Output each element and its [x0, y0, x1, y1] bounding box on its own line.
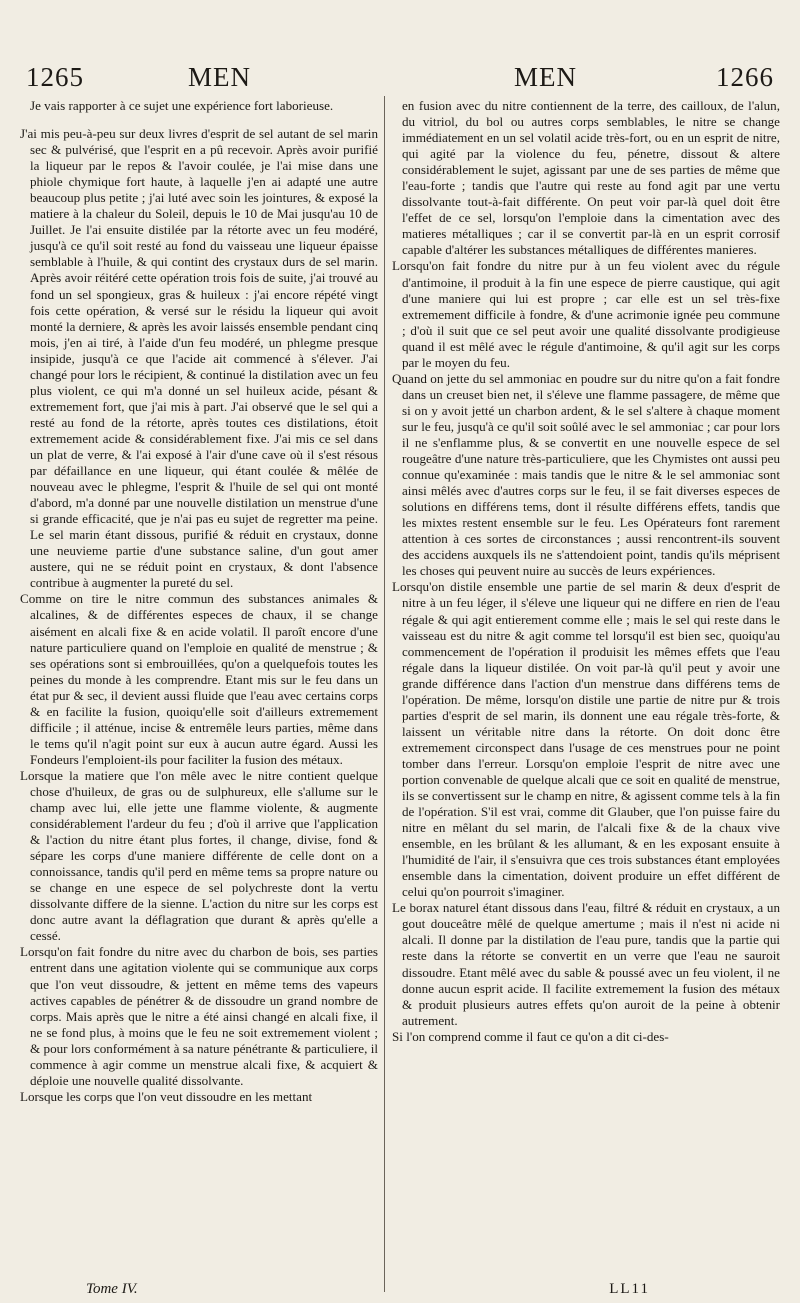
page-footer: [80, 1281, 650, 1301]
page-number-left: 1265: [26, 62, 84, 92]
page-number-right: 1266: [716, 62, 774, 92]
paragraph: Si l'on comprend comme il faut ce qu'on a dit ci-des-: [392, 1028, 669, 1044]
signature-mark: LL11: [609, 1281, 650, 1297]
paragraph: Lorsqu'on fait fondre du nitre avec du charbon de bois, ses parties entrent dans une agitation violente qui se communique aux corps que l'on veut dissoudre, & jettent en même tems des vapeurs actives capables de pénétrer & de dissoudre un grand nombre de corps. Mais après que le nitre a été ainsi changé en alcali fixe, il ne se fond plus, à moins que le feu ne soit extremement violent ; & pour lors conformément à sa nature pénétrante & particuliere, il commence à agir comme un menstrue alcali fixe, & acquiert & déploie une nouvelle qualité dissolvante.: [20, 944, 378, 1088]
paragraph: Lorsque les corps que l'on veut dissoudre en les mettant: [20, 1088, 313, 1104]
paragraph: Je vais rapporter à ce sujet une expérience fort laborieuse.: [30, 98, 334, 113]
paragraph: Lorsque la matiere que l'on mêle avec le nitre contient quelque chose d'huileux, de gras ou de sulphureux, elle s'allume sur le champ avec lui, elle jette une flamme violente, & augmente considérablement l'ardeur du feu ; d'où il arrive que l'application & l'action du nitre étant plus fortes, il change, divise, fond & sépare les corps d'une maniere différente de celle dont on a connoissance, tandis qu'il perd en même tems sa propre nature ou se change en une espece de sel polychreste dont la vertu dissolvante differe de la sienne. L'action du nitre sur les corps est donc autre avant la déflagration que durant & après qu'elle a cessé.: [20, 767, 378, 944]
paragraph: Quand on jette du sel ammoniac en poudre sur du nitre qu'on a fait fondre dans un creuset bien net, il s'éleve une flamme passagere, de même que si on y avoit jetté un charbon ardent, & le sel s'altere à chaque moment sur le feu, jusqu'à ce qu'il soit soûlé avec le sel ammoniac ; car pour lors il ne s'enflamme plus, & se convertit en une nouvelle espece de sel rougeâtre d'une nature très-particuliere, que les Chymistes ont aussi peu connue qu'examinée : mais tandis que le nitre & le sel ammoniac sont ainsi mêlés avec d'autres corps sur le feu, il se fait diverses especes de solutions en différens tems, dont il résulte différens effets, tandis que les mixtes restent ensemble sur le feu. Les Opérateurs font rarement attention à ces sortes de circonstances ; aussi rencontrent-ils souvent des accidens auxquels ils ne s'attendoient point, tandis qu'ils méprisent les choses qui peuvent nuire au succès de leurs expériences.: [392, 370, 780, 579]
right-column: [392, 98, 780, 1045]
paragraph: Lorsqu'on fait fondre du nitre pur à un feu violent avec du régule d'antimoine, il produit à la fin une espece de pierre caustique, qui agit d'une maniere qui lui est propre ; car elle est un sel très-fixe extremement difficile à fondre, & d'une acrimonie ignée peu commune ; d'où il suit que ce sel peut avoir une qualité dissolvante prodigieuse quand il est mêlé avec le régule d'antimoine, & qu'il agit sur les corps par le moyen du feu.: [392, 258, 780, 370]
paragraph: Comme on tire le nitre commun des substances animales & alcalines, & de différentes especes de chaux, il se change aisément en alcali fixe & en acide volatil. Il paroît encore d'une nature particuliere quand on l'emploie en qualité de menstrue ; & ses opérations sont si embrouillées, qu'on a quelquefois toutes les peines du monde à les comprendre. Etant mis sur le feu dans un état pur & sec, il devient aussi fluide que l'eau avec certains corps & en facilite la fusion, quoiqu'elle soit d'ailleurs extremement difficile ; il atténue, incise & entremêle leurs parties, même dans le tems qu'il n'agit point sur eux à aucun autre égard. Aussi les Fondeurs l'emploient-ils pour faciliter la fusion des métaux.: [20, 591, 378, 767]
running-head: [26, 62, 774, 96]
running-title-left: MEN: [188, 62, 251, 92]
running-title-right: MEN: [514, 62, 577, 92]
column-rule: [384, 96, 385, 1292]
paragraph: Le borax naturel étant dissous dans l'eau, filtré & réduit en crystaux, a un gout douceâtre mêlé de quelque amertume ; mais il n'est ni acide ni alcali. Il donne par la distilation de l'eau pure, tandis que la partie qui reste dans la rétorte se convertit en un verre que l'eau ne sauroit dissoudre. Etant mêlé avec du sable & poussé avec un feu violent, il ne donne aucun esprit acide. Il facilite extremement la fusion des métaux & produit plusieurs autres effets qu'on auroit de la peine à obtenir autrement.: [392, 900, 780, 1028]
left-column: [20, 98, 378, 1105]
paragraph: Lorsqu'on distile ensemble une partie de sel marin & deux d'esprit de nitre à un feu léger, il s'éleve une liqueur qui ne differe en rien de l'eau régale & qui agit entierement comme elle ; mais le sel qui reste dans le vaisseau est du nitre & agit comme tel lorsqu'il est bien sec, quoiqu'au commencement de l'opération il produisit les mêmes effets que l'eau régale dans la liqueur distilée. On voit par-là qu'il peut y avoir une grande différence dans l'action d'un menstrue dans différens tems de l'opération. De même, lorsqu'on distile une partie de nitre pur & trois parties d'esprit de sel marin, ils donnent une eau régale très-forte, & laissent un véritable nitre dans la rétorte. On doit donc être extremement circonspect dans l'usage de ces menstrues pour ne point tomber dans l'erreur. Lorsqu'on emploie l'esprit de nitre avec une portion convenable de quelque alcali que ce soit en qualité de menstrue, ils se convertissent sur le champ en nitre, & agissent comme tels à la fin de l'opération. S'il est vrai, comme dit Glauber, que l'on puisse faire du nitre en mêlant du sel marin, de l'alcali fixe & de la chaux vive ensemble, en les brûlant & les allumant, & en les exposant ensuite à l'humidité de l'air, il s'ensuivra que ces trois substances étant employées ensemble dans la cimentation, doivent produire un effet différent de celui qu'on pourroit s'imaginer.: [392, 579, 780, 900]
paragraph: J'ai mis peu-à-peu sur deux livres d'esprit de sel autant de sel marin sec & pulvérisé, que l'esprit en a pû recevoir. Après avoir purifié la liqueur par le repos & l'avoir coulée, je l'ai mise dans une phiole chymique fort haute, à laquelle j'en ai adapté une autre beaucoup plus petite ; j'ai luté avec soin les jointures, & exposé la matiere à la chaleur du Soleil, depuis le 10 de Mai jusqu'au 10 de Juillet. Je l'ai ensuite distilée par la rétorte avec un feu modéré, jusqu'à ce qu'il soit resté au fond du vaisseau une liqueur épaisse semblable à l'huile, & qui contint des crystaux durs de sel marin. Après avoir réitéré cette opération trois fois de suite, j'ai trouvé au fond un sel spongieux, gras & huileux : j'ai encore répété vingt fois cette opération, & versé sur le résidu la liqueur qui avoit monté la derniere, & après les avoir laissés ensemble pendant cinq mois, j'en ai tiré, à l'aide d'un feu modéré, un phlegme presque insipide, jusqu'à ce que l'acide ait commencé à s'élever. J'ai changé pour lors le récipient, & continué la distilation avec un feu plus violent, ce qui m'a donné un sel huileux acide, pésant & extremement fort, que j'ai mis à part. J'ai observé que le sel qui a resté au fond de la rétorte, après toutes ces distilations, étoit extremement acide & considérablement fixe. J'ai mis ce sel dans un plat de verre, & l'ai exposé à l'air d'une cave où il s'est résous par défaillance en une liqueur, qui étant coulée & mêlée de nouveau avec le phlegme, l'esprit & l'huile de sel qui ont monté d'abord, m'a donné par une nouvelle distilation un menstrue d'une si grande efficacité, que je n'ai pas eu sujet de regretter ma peine. Le sel marin étant dissous, purifié & réduit en crystaux, donne une neuvieme partie d'une substance saline, d'un gout amer austere, qui ne se réduit point en crystaux, & dont l'absence contribue à augmenter la pureté du sel.: [20, 126, 378, 591]
volume-label: Tome IV.: [86, 1281, 138, 1297]
paragraph: en fusion avec du nitre contiennent de la terre, des cailloux, de l'alun, du vitriol, du bol ou autres corps semblables, le nitre se change immédiatement en un sel volatil acide très-fort, ou en un esprit de nitre, qui agité par la violence du feu, pénetre, dissout & altere considérablement le sujet, agissant par une de ses parties de même que l'eau-forte ; tandis que l'autre qui reste au fond agit par une vertu dissolvante tout-à-fait différente. On peut voir par-là quel doit être l'effet de ce sel, lorsqu'on l'emploie dans la cimentation avec des matieres métalliques ; car il se convertit par-là en un esprit corrosif capable d'altérer les substances métalliques de différentes manieres.: [402, 98, 780, 258]
